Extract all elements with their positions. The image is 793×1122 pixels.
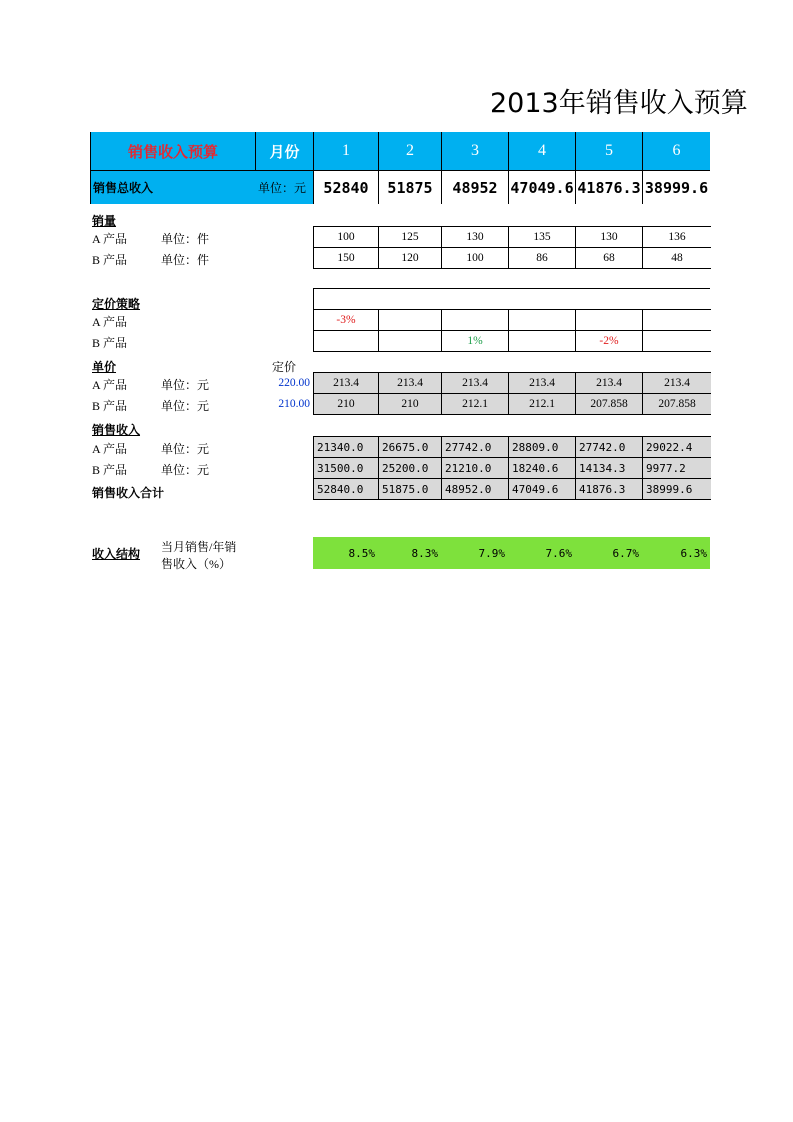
unit-price-cell: 207.858 <box>575 393 643 415</box>
sales-volume-cell: 125 <box>378 226 442 248</box>
sales-volume-cell: 130 <box>441 226 509 248</box>
revenue-cell: 18240.6 <box>508 457 576 479</box>
row-product-label: A 产品 <box>92 232 128 246</box>
total-revenue-cell: 52840 <box>313 170 378 204</box>
revenue-cell: 21210.0 <box>441 457 509 479</box>
row-unit-label: 单位：件 <box>161 253 210 267</box>
total-revenue-cell: 41876.3 <box>575 170 642 204</box>
month-header-cell: 4 <box>508 132 575 170</box>
revenue-cell: 14134.3 <box>575 457 643 479</box>
sales-volume-cell: 68 <box>575 247 643 269</box>
list-price-value: 210.00 <box>278 398 310 410</box>
sales-volume-cell: 100 <box>441 247 509 269</box>
structure-title: 收入结构 <box>92 547 141 561</box>
row-unit-label: 单位：件 <box>161 232 210 246</box>
unit-price-cell: 213.4 <box>441 372 509 394</box>
unit-price-cell: 213.4 <box>313 372 379 394</box>
pricing-strategy-cell <box>441 309 509 331</box>
month-label: 月份 <box>255 132 313 170</box>
revenue-total-cell: 47049.6 <box>508 478 576 500</box>
total-revenue-cell: 47049.6 <box>508 170 575 204</box>
revenue-cell: 28809.0 <box>508 436 576 458</box>
structure-percent-cell: 8.5% <box>348 546 375 560</box>
pricing-header-row <box>313 288 710 310</box>
pricing-strategy-cell <box>508 309 576 331</box>
row-product-label: A 产品 <box>92 315 128 329</box>
row-unit-label: 单位：元 <box>161 442 210 456</box>
sales-volume-cell: 150 <box>313 247 379 269</box>
total-label: 销售总收入 <box>93 181 154 195</box>
month-header-cell: 5 <box>575 132 642 170</box>
page-title: 2013年销售收入预算 <box>490 88 748 119</box>
pricing-strategy-cell <box>642 309 711 331</box>
pricing-strategy-cell: -2% <box>575 330 643 352</box>
unit-price-cell: 213.4 <box>575 372 643 394</box>
unit-price-cell: 213.4 <box>378 372 442 394</box>
structure-percent-cell: 7.6% <box>545 546 572 560</box>
total-unit: 单位：元 <box>258 181 307 195</box>
revenue-section-title: 销售收入 <box>92 423 141 437</box>
revenue-cell: 25200.0 <box>378 457 442 479</box>
sales-volume-cell: 135 <box>508 226 576 248</box>
sales-section-title: 销量 <box>92 214 117 228</box>
row-product-label: A 产品 <box>92 442 128 456</box>
month-header-cell: 2 <box>378 132 441 170</box>
pricing-strategy-cell <box>575 309 643 331</box>
row-product-label: B 产品 <box>92 463 128 477</box>
structure-percent-cell: 6.7% <box>612 546 639 560</box>
row-product-label: B 产品 <box>92 399 128 413</box>
price-section-title: 单价 <box>92 360 117 374</box>
sales-volume-cell: 100 <box>313 226 379 248</box>
row-unit-label: 单位：元 <box>161 378 210 392</box>
total-revenue-cell: 38999.6 <box>642 170 710 204</box>
row-product-label: B 产品 <box>92 336 128 350</box>
pricing-strategy-cell <box>378 330 442 352</box>
structure-desc-2: 售收入（%） <box>161 557 231 571</box>
list-price-value: 220.00 <box>278 377 310 389</box>
pricing-strategy-cell <box>378 309 442 331</box>
sales-volume-cell: 136 <box>642 226 711 248</box>
pricing-strategy-cell: 1% <box>441 330 509 352</box>
unit-price-cell: 213.4 <box>642 372 711 394</box>
pricing-strategy-cell: -3% <box>313 309 379 331</box>
row-product-label: A 产品 <box>92 378 128 392</box>
header-label: 销售收入预算 <box>90 132 255 170</box>
structure-percent-cell: 8.3% <box>411 546 438 560</box>
pricing-strategy-cell <box>508 330 576 352</box>
revenue-cell: 26675.0 <box>378 436 442 458</box>
pricing-strategy-cell <box>313 330 379 352</box>
total-revenue-cell: 48952 <box>441 170 508 204</box>
unit-price-cell: 210 <box>313 393 379 415</box>
unit-price-cell: 210 <box>378 393 442 415</box>
revenue-total-cell: 41876.3 <box>575 478 643 500</box>
unit-price-cell: 213.4 <box>508 372 576 394</box>
structure-percent-cell: 6.3% <box>680 546 707 560</box>
unit-price-cell: 212.1 <box>441 393 509 415</box>
list-price-label: 定价 <box>272 360 297 374</box>
structure-desc-1: 当月销售/年销 <box>161 540 237 554</box>
month-header-cell: 1 <box>313 132 378 170</box>
total-revenue-cell: 51875 <box>378 170 441 204</box>
row-unit-label: 单位：元 <box>161 399 210 413</box>
revenue-cell: 29022.4 <box>642 436 711 458</box>
unit-price-cell: 207.858 <box>642 393 711 415</box>
structure-percent-cell: 7.9% <box>478 546 505 560</box>
revenue-cell: 21340.0 <box>313 436 379 458</box>
revenue-total-cell: 51875.0 <box>378 478 442 500</box>
revenue-cell: 27742.0 <box>441 436 509 458</box>
sales-volume-cell: 120 <box>378 247 442 269</box>
sales-volume-cell: 86 <box>508 247 576 269</box>
row-unit-label: 单位：元 <box>161 463 210 477</box>
sales-volume-cell: 48 <box>642 247 711 269</box>
sales-volume-cell: 130 <box>575 226 643 248</box>
revenue-cell: 27742.0 <box>575 436 643 458</box>
pricing-section-title: 定价策略 <box>92 297 141 311</box>
unit-price-cell: 212.1 <box>508 393 576 415</box>
revenue-total-label: 销售收入合计 <box>92 486 165 500</box>
pricing-strategy-cell <box>642 330 711 352</box>
month-header-cell: 3 <box>441 132 508 170</box>
revenue-total-cell: 52840.0 <box>313 478 379 500</box>
revenue-cell: 9977.2 <box>642 457 711 479</box>
month-header-cell: 6 <box>642 132 710 170</box>
revenue-total-cell: 48952.0 <box>441 478 509 500</box>
row-product-label: B 产品 <box>92 253 128 267</box>
revenue-total-cell: 38999.6 <box>642 478 711 500</box>
revenue-cell: 31500.0 <box>313 457 379 479</box>
